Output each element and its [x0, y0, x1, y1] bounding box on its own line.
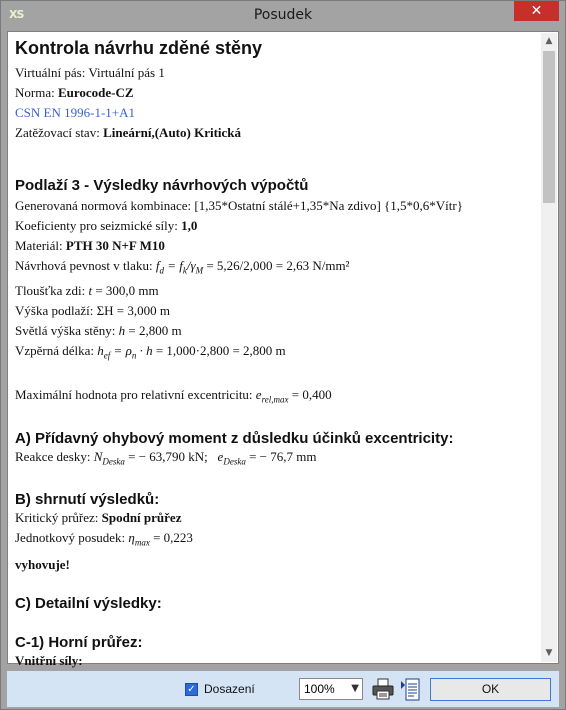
printer-icon[interactable]	[372, 678, 394, 700]
zoom-select[interactable]	[299, 678, 363, 700]
norm-value: Eurocode-CZ	[57, 85, 134, 100]
buckling-label: Vzpěrná délka:	[15, 342, 98, 358]
eccentricity-line	[15, 385, 535, 410]
scroll-down-arrow-icon[interactable]: ▼	[541, 645, 557, 662]
standard-link[interactable]: CSN EN 1996-1-1+A1	[15, 105, 135, 120]
load-state-line	[15, 123, 535, 143]
scroll-up-arrow-icon[interactable]: ▲	[541, 33, 557, 50]
export-document-icon[interactable]	[400, 677, 420, 701]
buckling-symbols: $h_{ef} = \rho_n \cdot h$	[97, 342, 156, 361]
reaction-e-value: = − 76,7 mm	[245, 448, 317, 464]
thickness-var: t	[88, 282, 93, 298]
thickness-line	[15, 281, 535, 301]
seismic-value: 1,0	[181, 218, 198, 233]
close-button[interactable]: ✕	[514, 1, 559, 21]
reaction-e-symbol: $e_{Deska}$	[217, 448, 246, 467]
load-state-value: Lineární,(Auto) Kritická	[103, 125, 242, 140]
reaction-n-value: = − 63,790 kN;	[124, 448, 208, 464]
verdict: vyhovuje!	[15, 556, 70, 572]
report-document	[15, 38, 535, 668]
clear-height-line	[15, 321, 535, 341]
norm-label: Norma:	[15, 85, 58, 100]
critical-value: Spodní průřez	[101, 510, 182, 526]
unit-check-symbol: $\eta_{max}$	[128, 530, 150, 548]
strength-formula: = 5,26/2,000 = 2,63 N/mm²	[206, 258, 350, 273]
substitution-checkbox-label[interactable]: Dosazení	[204, 682, 255, 696]
seismic-line	[15, 216, 535, 236]
buckling-line	[15, 341, 535, 366]
thickness-value: = 300,0 mm	[92, 282, 159, 298]
load-state-label: Zatěžovací stav:	[15, 125, 104, 140]
critical-label: Kritický průřez:	[15, 510, 102, 526]
unit-check-label: Jednotkový posudek:	[15, 530, 129, 546]
thickness-label: Tloušťka zdi:	[15, 282, 89, 298]
reaction-line	[15, 447, 535, 472]
material-line	[15, 236, 535, 256]
section-b-title: B) shrnutí výsledků:	[15, 491, 160, 509]
vertical-scrollbar[interactable]	[541, 33, 557, 662]
critical-line	[15, 508, 535, 528]
section-title: Podlaží 3 - Výsledky návrhových výpočtů	[15, 177, 309, 194]
strength-label: Návrhová pevnost v tlaku:	[15, 258, 156, 273]
virtual-lane-line: Virtuální pás: Virtuální pás 1	[15, 65, 165, 80]
window-title: Posudek	[253, 7, 313, 23]
scrollbar-thumb[interactable]	[543, 51, 555, 203]
seismic-label: Koeficienty pro seizmické síly:	[15, 218, 182, 233]
story-height-line: Výška podlaží: ΣH = 3,000 m	[15, 302, 170, 318]
zoom-value: 100%	[304, 682, 335, 696]
norm-line	[15, 83, 535, 103]
ecc-label: Maximální hodnota pro relativní excentricitu:	[15, 387, 256, 403]
report-title: Kontrola návrhu zděné stěny	[15, 38, 263, 58]
material-value: PTH 30 N+F M10	[65, 238, 165, 253]
strength-line	[15, 256, 535, 281]
title-bar[interactable]	[1, 1, 565, 31]
clear-height-label: Světlá výška stěny:	[15, 322, 119, 338]
chevron-down-icon: ▼	[351, 683, 359, 694]
unit-check-line	[15, 528, 535, 553]
substitution-checkbox[interactable]: ✓	[185, 683, 198, 696]
app-logo-icon: XS	[9, 8, 24, 21]
material-label: Materiál:	[15, 238, 66, 253]
internal-forces-heading: Vnitřní síly:	[15, 652, 83, 668]
reaction-n-symbol: $N_{Deska}$	[93, 448, 125, 467]
unit-check-value: = 0,223	[149, 530, 193, 546]
ecc-value: = 0,400	[288, 387, 332, 403]
report-viewer[interactable]	[7, 31, 559, 668]
clear-height-value: = 2,800 m	[125, 322, 182, 338]
ecc-symbol: $e_{rel,max}$	[255, 387, 289, 405]
footer-toolbar	[7, 671, 559, 707]
clear-height-var: h	[118, 322, 126, 338]
combination-line: Generovaná normová kombinace: [1,35*Ostatní stálé+1,35*Na zdivo] {1,5*0,6*Vítr}	[15, 198, 463, 213]
strength-symbols: $f_d = f_k/\gamma_M$	[155, 258, 204, 276]
reaction-label: Reakce desky:	[15, 448, 94, 464]
section-c1-title: C-1) Horní průřez:	[15, 633, 143, 651]
buckling-value: = 1,000·2,800 = 2,800 m	[155, 342, 286, 358]
section-c-title: C) Detailní výsledky:	[15, 594, 162, 612]
ok-button[interactable]: OK	[430, 678, 551, 701]
section-a-title: A) Přídavný ohybový moment z důsledku účinků excentricity:	[15, 429, 454, 447]
